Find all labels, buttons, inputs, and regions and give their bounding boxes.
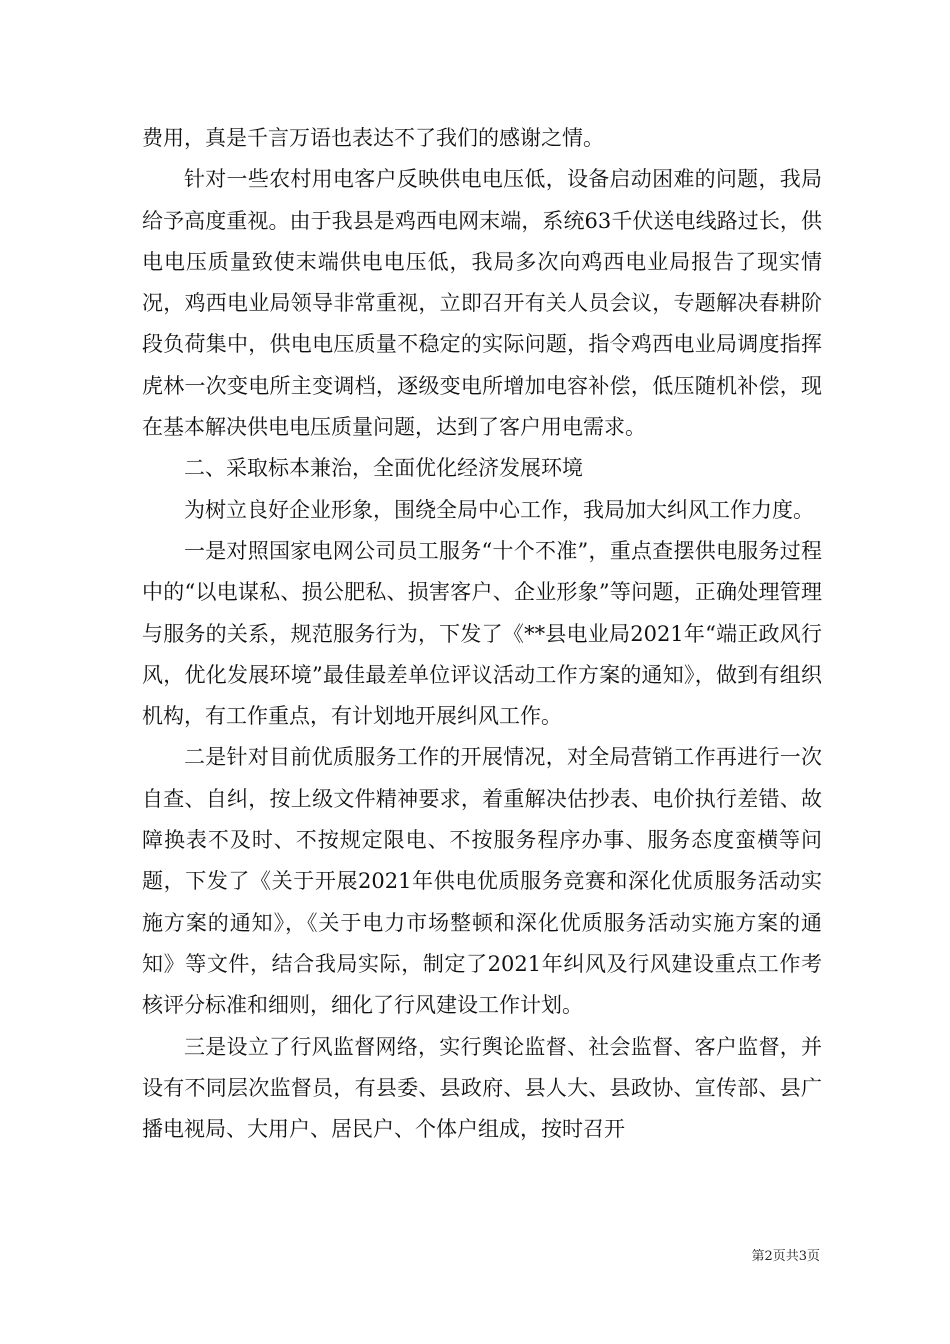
paragraph-7: 三是设立了行风监督网络，实行舆论监督、社会监督、客户监督，并设有不同层次监督员，有县委、县政府、县人大、县政协、宣传部、县广播电视局、大用户、居民户、个体户组成，按时召开 [142, 1034, 822, 1142]
page-number: 第2页共3页 [751, 1249, 820, 1264]
paragraph-5: 一是对照国家电网公司员工服务“十个不准”，重点查摆供电服务过程中的“以电谋私、损公肥私、损害客户、企业形象”等问题，正确处理管理与服务的关系，规范服务行为，下发了《**县电业局2021年“端正政风行风，优化发展环境”最佳最差单位评议活动工作方案的通知》，做到有组织机构，有工作重点，有计划地开展纠风工作。 [142, 538, 822, 729]
section-heading: 二、采取标本兼治，全面优化经济发展环境 [184, 456, 583, 481]
paragraph-2: 针对一些农村用电客户反映供电电压低，设备启动困难的问题，我局给予高度重视。由于我县是鸡西电网末端，系统63千伏送电线路过长，供电电压质量致使末端供电电压低，我局多次向鸡西电业局报告了现实情况，鸡西电业局领导非常重视，立即召开有关人员会议，专题解决春耕阶段负荷集中，供电电压质量不稳定的实际问题，指令鸡西电业局调度指挥虎林一次变电所主变调档，逐级变电所增加电容补偿，低压随机补偿，现在基本解决供电电压质量问题，达到了客户用电需求。 [142, 167, 822, 440]
paragraph-4: 为树立良好企业形象，围绕全局中心工作，我局加大纠风工作力度。 [184, 497, 814, 522]
paragraph-1: 费用，真是千言万语也表达不了我们的感谢之情。 [142, 126, 604, 150]
document-body [142, 118, 822, 1150]
paragraph-6: 二是针对目前优质服务工作的开展情况，对全局营销工作再进行一次自查、自纠，按上级文件精神要求，着重解决估抄表、电价执行差错、故障换表不及时、不按规定限电、不按服务程序办事、服务态度蛮横等问题，下发了《关于开展2021年供电优质服务竞赛和深化优质服务活动实施方案的通知》，《关于电力市场整顿和深化优质服务活动实施方案的通知》等文件，结合我局实际，制定了2021年纠风及行风建设重点工作考核评分标准和细则，细化了行风建设工作计划。 [142, 745, 822, 1018]
